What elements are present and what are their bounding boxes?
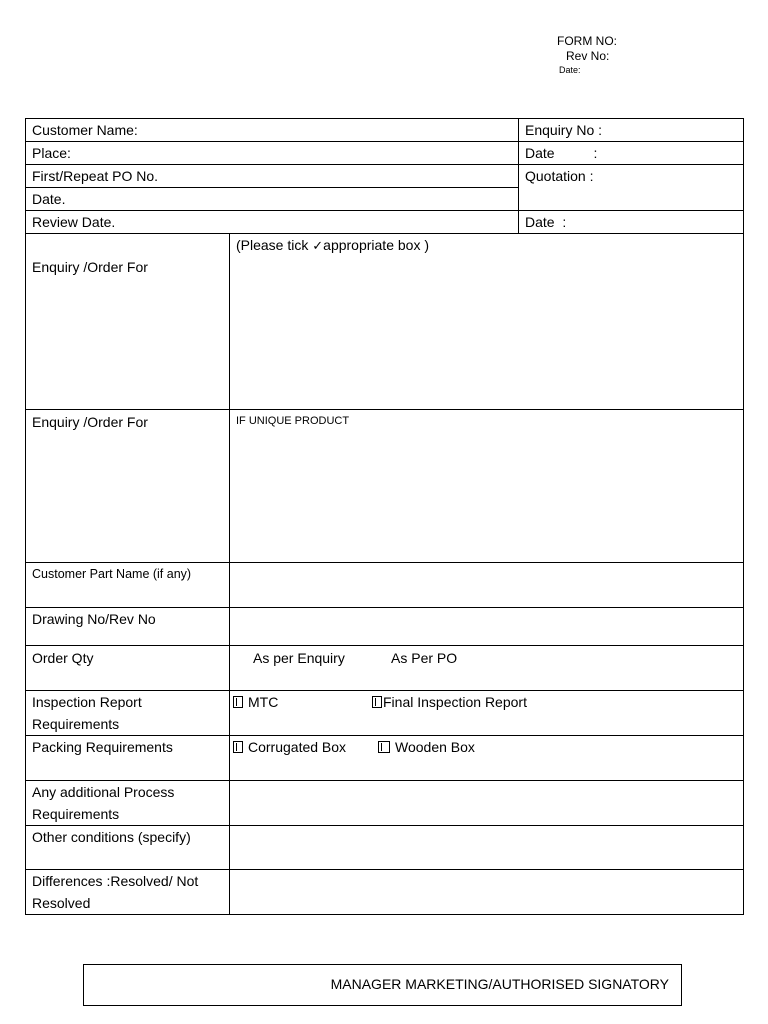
- customer-part-label: Customer Part Name (if any): [32, 567, 192, 581]
- wooden-box-checkbox[interactable]: [378, 741, 390, 753]
- date-label: Date.: [32, 191, 66, 207]
- form-no-label: FORM NO:: [557, 34, 617, 48]
- date-right-label: Date :: [525, 145, 598, 161]
- drawing-no-label: Drawing No/Rev No: [32, 611, 156, 627]
- final-inspection-option[interactable]: [372, 691, 527, 713]
- tick-instruction: [236, 234, 429, 258]
- place-label: Place:: [32, 145, 71, 161]
- unique-product-note: IF UNIQUE PRODUCT: [236, 415, 350, 427]
- differences-label: Differences :Resolved/ Not Resolved: [32, 873, 199, 911]
- wooden-box-label: Wooden Box: [395, 739, 475, 755]
- as-per-enquiry-option: As per Enquiry: [253, 650, 345, 666]
- checkmark-icon: ✓: [312, 239, 324, 254]
- form-header: [557, 34, 617, 77]
- corrugated-box-label: Corrugated Box: [248, 739, 347, 755]
- signature-box: [83, 964, 682, 1006]
- review-date-label: Review Date.: [32, 214, 116, 230]
- mtc-label: MTC: [248, 694, 279, 710]
- enquiry-order-label-2: Enquiry /Order For: [32, 414, 148, 430]
- po-no-label: First/Repeat PO No.: [32, 168, 159, 184]
- other-conditions-label: Other conditions (specify): [32, 829, 191, 845]
- order-qty-label: Order Qty: [32, 650, 94, 666]
- tick-instruction-text: (Please tick: [236, 237, 313, 253]
- corrugated-box-checkbox[interactable]: [233, 741, 243, 753]
- enquiry-no-label: Enquiry No :: [525, 122, 603, 138]
- mtc-checkbox[interactable]: [233, 696, 243, 708]
- additional-process-label: Any additional Process Requirements: [32, 784, 175, 822]
- header-date-label: Date:: [559, 65, 581, 75]
- as-per-po-option: As Per PO: [391, 650, 458, 666]
- corrugated-box-option[interactable]: [233, 736, 346, 758]
- packing-label: Packing Requirements: [32, 739, 173, 755]
- signature-label: MANAGER MARKETING/AUTHORISED SIGNATORY: [330, 976, 669, 992]
- enquiry-order-label: Enquiry /Order For: [32, 259, 148, 275]
- quotation-label: Quotation :: [525, 168, 594, 184]
- review-date-right-label: Date :: [525, 214, 567, 230]
- tick-instruction-text-end: appropriate box ): [323, 237, 429, 253]
- mtc-option[interactable]: [233, 691, 278, 713]
- wooden-box-option[interactable]: [378, 736, 475, 758]
- final-inspection-label: Final Inspection Report: [383, 694, 527, 710]
- final-inspection-checkbox[interactable]: [372, 696, 382, 708]
- rev-no-label: Rev No:: [566, 49, 610, 63]
- customer-name-label: Customer Name:: [32, 122, 138, 138]
- inspection-report-label: Inspection Report Requirements: [32, 694, 142, 732]
